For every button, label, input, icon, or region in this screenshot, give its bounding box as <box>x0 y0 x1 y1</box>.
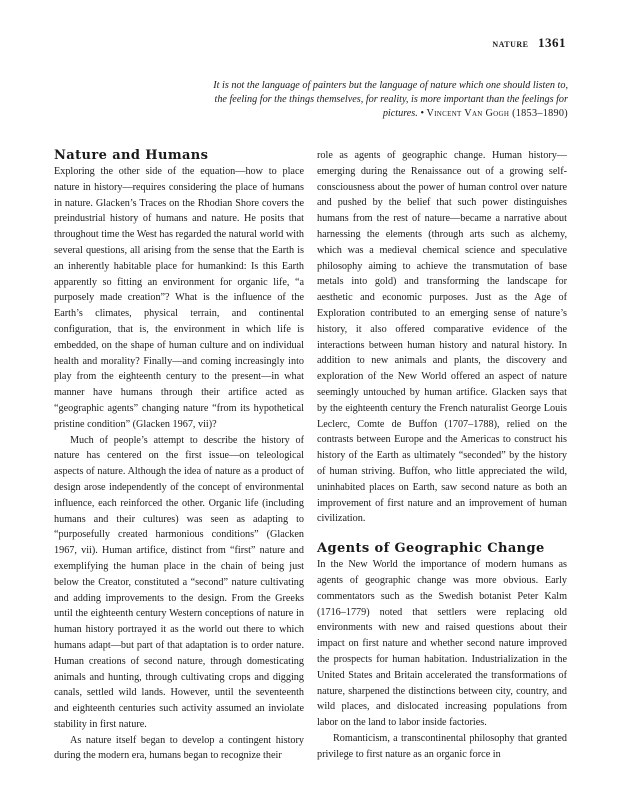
epigraph-author: Vincent Van Gogh (1853–1890) <box>426 108 568 120</box>
paragraph: As nature itself began to develop a contingent history during the modern era, humans began to recognize their <box>54 734 304 762</box>
page-number: 1361 <box>538 35 566 50</box>
paragraph: Romanticism, a transcontinental philosophy that granted privilege to first nature as an organic force in <box>317 732 567 760</box>
paragraph: role as agents of geographic change. Human history—emerging during the Renaissance out of a growing self-consciousness about the power of human control over nature and pushed by the belief that such power distinguishes humans from the rest of nature—became a narrative about harnessing the elements (through arts such as alchemy, which was a medieval chemical science and speculative philosophy aiming to achieve the transmutation of base metals into gold) and transforming the landscape for aesthetic and economic purposes. Just as the Age of Exploration contributed to an emerging sense of nature’s history, it also offered comparative evidence of the interactions between human history and natural history. In addition to new animals and plants, the discovery and exploration of the New World offered an aspect of nature seemingly untouched by human artifice. Glacken says that by the eighteenth century the French naturalist George Louis Leclerc, Comte de Buffon (1707–1788), relied on the contrasts between Europe and the Americas to construct his history of the Earth as ultimately “seconded” by the history of human striving. Buffon, who little appreciated the wild, uninhabited places on Earth, saw second nature as both an improvement of first nature and an improvement of human civilization. <box>317 150 567 525</box>
left-column <box>54 148 304 764</box>
epigraph-quote: It is not the language of painters but the language of nature which one should listen to, the feeling for the things themselves, for reality, is more important than the feelings for pictures. <box>213 80 568 120</box>
paragraph: Exploring the other side of the equation—how to place nature in history—requires considering the place of humans in nature. Glacken’s Traces on the Rhodian Shore covers the preindustrial history of humans and nature. He posits that throughout time the West has regarded the natural world with several questions, all arising from the sense that the Earth is an inherently habitable place for humankind: Is this Earth apparently so fitting an environment for organic life, “a purposely made creation”? What is the influence of the Earth’s climates, physical terrain, and continental configuration, that is, the environment in which life is embedded, on the shape of human culture and on individual health and morality? Finally—and coming increasingly into play from the eighteenth century to the present—in what manner have humans through their artifice acted as “geographic agents” changing nature “from its hypothetical pristine condition” (Glacken 1967, vii)? <box>54 166 304 430</box>
epigraph <box>200 79 568 122</box>
paragraph: Much of people’s attempt to describe the history of nature has centered on the first issue—on teleological aspects of nature. Although the idea of nature as a product of design arose independently of the concept of environmental influence, each reinforced the other. Organic life (including humans and their cultures) was seen as adapting to “purposefully created harmonious conditions” (Glacken 1967, vii). Human artifice, distinct from “first” nature and exemplifying the human place in the chain of being just below the Creator, constituted a “second” nature cultivating and adding improvements to the design. From the Greeks until the eighteenth century Western conceptions of nature in human history portrayed it as the world out there to which humans adapt—but part of that adaptation is to order nature. Human creations of second nature, through domesticating animals and hunting, through cultivating crops and digging canals, settled wild lands. However, until the seventeenth and eighteenth centuries such activity assumed an inviolate stability in first nature. <box>54 434 304 730</box>
epigraph-separator: • <box>420 108 424 120</box>
section-title: nature <box>492 36 529 50</box>
running-header <box>492 35 566 51</box>
section-heading-agents-of-geographic-change: Agents of Geographic Change <box>317 541 545 557</box>
right-column <box>317 148 567 762</box>
section-heading-nature-and-humans: Nature and Humans <box>54 148 209 163</box>
paragraph: In the New World the importance of modern humans as agents of geographic change was more obvious. Early commentators such as the Swedish botanist Peter Kalm (1716–1779) noted that settlers were replacing old environments with new and raised questions about their impact on first nature and whether second nature improved the prospects for human habitation. Industrialization in the United States and Britain accelerated the transformations of nature, sharpened the distinctions between city, country, and wild places, and dislocated increasing populations from labor on the land to labor inside factories. <box>317 559 567 729</box>
